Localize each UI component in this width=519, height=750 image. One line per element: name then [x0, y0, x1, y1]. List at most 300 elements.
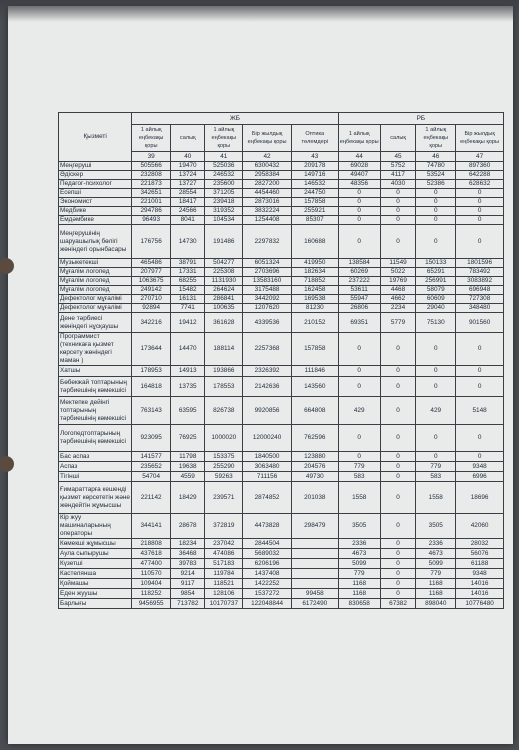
col-number: 44 — [338, 152, 380, 162]
row-value: 123880 — [291, 452, 338, 462]
row-value: 696948 — [456, 286, 504, 295]
row-value: 1422252 — [243, 579, 292, 589]
row-value: 5752 — [380, 162, 416, 171]
row-value: 235652 — [132, 462, 171, 472]
row-value: 0 — [416, 333, 456, 366]
row-value: 141577 — [132, 452, 171, 462]
row-value: 19412 — [171, 313, 205, 333]
row-name: Медбике — [59, 207, 132, 216]
row-value: 14470 — [171, 333, 205, 366]
row-value: 0 — [338, 225, 380, 259]
row-value: 182634 — [291, 268, 338, 277]
row-value: 372819 — [205, 514, 243, 539]
row-value: 188114 — [205, 333, 243, 366]
table-row — [59, 452, 504, 462]
row-value: 2297832 — [243, 225, 292, 259]
col-number: 40 — [171, 152, 205, 162]
row-value: 65291 — [416, 268, 456, 277]
row-name: Экономист — [59, 198, 132, 207]
row-value: 0 — [338, 198, 380, 207]
total-row — [59, 599, 504, 609]
row-value: 718852 — [291, 277, 338, 286]
table-row — [59, 189, 504, 198]
row-value: 13583160 — [243, 277, 292, 286]
row-value: 14730 — [171, 225, 205, 259]
col-number: 39 — [132, 152, 171, 162]
row-value: 783492 — [456, 268, 504, 277]
row-value: 3175488 — [243, 286, 292, 295]
row-value: 477400 — [132, 559, 171, 569]
row-value: 69028 — [338, 162, 380, 171]
row-value: 76925 — [171, 425, 205, 452]
table-row — [59, 216, 504, 225]
row-name: Мұғалім логопед — [59, 268, 132, 277]
row-value: 779 — [416, 462, 456, 472]
table-row — [59, 589, 504, 599]
row-value: 49407 — [338, 171, 380, 180]
row-value: 9348 — [456, 462, 504, 472]
row-value: 244750 — [291, 189, 338, 198]
row-value: 3832224 — [243, 207, 292, 216]
row-value: 5099 — [338, 559, 380, 569]
table-row — [59, 180, 504, 189]
row-value: 28032 — [456, 539, 504, 549]
row-value: 48356 — [338, 180, 380, 189]
row-value: 1437408 — [243, 569, 292, 579]
col-group-jb: ЖБ — [132, 113, 338, 125]
row-name: Логопедтоптарының тәрбиешінің көмекшісі — [59, 425, 132, 452]
row-value: 54704 — [132, 472, 171, 482]
row-value: 160688 — [291, 225, 338, 259]
row-value: 9117 — [171, 579, 205, 589]
table-row — [59, 549, 504, 559]
row-value: 18417 — [171, 198, 205, 207]
row-value: 779 — [338, 462, 380, 472]
table-row — [59, 333, 504, 366]
row-value: 762596 — [291, 425, 338, 452]
col-header-label: 1 айлық еңбекақы қоры — [338, 125, 380, 152]
col-number: 45 — [380, 152, 416, 162]
row-value: 5022 — [380, 268, 416, 277]
row-name: Қоймашы — [59, 579, 132, 589]
row-value: 256991 — [416, 277, 456, 286]
row-value: 237042 — [205, 539, 243, 549]
row-value: 465486 — [132, 259, 171, 268]
row-value: 0 — [416, 366, 456, 377]
row-name: Тігінші — [59, 472, 132, 482]
row-value: 4662 — [380, 295, 416, 304]
total-value: 6172490 — [291, 599, 338, 609]
row-value: 2336 — [338, 539, 380, 549]
row-value: 218808 — [132, 539, 171, 549]
table-row — [59, 225, 504, 259]
total-label: Барлығы — [59, 599, 132, 609]
row-value: 4339536 — [243, 313, 292, 333]
row-value: 55947 — [338, 295, 380, 304]
row-value: 18696 — [456, 482, 504, 514]
row-value: 52386 — [416, 180, 456, 189]
row-value: 0 — [380, 569, 416, 579]
row-value: 727308 — [456, 295, 504, 304]
row-value: 99458 — [291, 589, 338, 599]
row-value: 642288 — [456, 171, 504, 180]
row-value: 225308 — [205, 268, 243, 277]
row-value: 4454460 — [243, 189, 292, 198]
table-row — [59, 171, 504, 180]
row-value: 118252 — [132, 589, 171, 599]
row-value: 19769 — [380, 277, 416, 286]
row-name: Меңгерушінің шаруашылық бөлігі жөніндегі орынбасары — [59, 225, 132, 259]
row-value: 6996 — [456, 472, 504, 482]
row-value: 255921 — [291, 207, 338, 216]
row-value: 75130 — [416, 313, 456, 333]
row-value: 342651 — [132, 189, 171, 198]
row-value: 0 — [380, 549, 416, 559]
row-value: 3063480 — [243, 462, 292, 472]
row-value: 0 — [456, 216, 504, 225]
row-value: 164818 — [132, 377, 171, 397]
row-value — [291, 569, 338, 579]
row-value: 2844504 — [243, 539, 292, 549]
row-value: 298479 — [291, 514, 338, 539]
row-value: 0 — [380, 198, 416, 207]
row-value: 897360 — [456, 162, 504, 171]
row-value: 128106 — [205, 589, 243, 599]
table-row — [59, 313, 504, 333]
row-value: 429 — [338, 397, 380, 425]
row-value: 11798 — [171, 452, 205, 462]
row-value: 0 — [456, 225, 504, 259]
row-value: 0 — [380, 377, 416, 397]
row-value: 162458 — [291, 286, 338, 295]
row-value: 1840500 — [243, 452, 292, 462]
row-value: 0 — [380, 462, 416, 472]
row-value: 9920856 — [243, 397, 292, 425]
row-name: Педагог-психолог — [59, 180, 132, 189]
row-value: 0 — [338, 189, 380, 198]
row-value: 2142636 — [243, 377, 292, 397]
row-value: 583 — [416, 472, 456, 482]
row-value: 11549 — [380, 259, 416, 268]
table-row — [59, 207, 504, 216]
row-value: 0 — [416, 377, 456, 397]
row-value: 6051324 — [243, 259, 292, 268]
row-value: 0 — [380, 559, 416, 569]
table-row — [59, 198, 504, 207]
row-value: 150133 — [416, 259, 456, 268]
row-value: 143560 — [291, 377, 338, 397]
row-name: Әдіскер — [59, 171, 132, 180]
row-value: 178553 — [205, 377, 243, 397]
row-value: 28678 — [171, 514, 205, 539]
table-row — [59, 462, 504, 472]
row-value: 39783 — [171, 559, 205, 569]
row-value: 96493 — [132, 216, 171, 225]
col-number: 47 — [456, 152, 504, 162]
row-value: 239418 — [205, 198, 243, 207]
row-value: 0 — [380, 589, 416, 599]
row-value: 13735 — [171, 377, 205, 397]
row-value: 1254408 — [243, 216, 292, 225]
row-value: 3505 — [416, 514, 456, 539]
row-value — [291, 559, 338, 569]
row-name: Музыкетекші — [59, 259, 132, 268]
total-value: 898040 — [416, 599, 456, 609]
row-value: 0 — [380, 579, 416, 589]
table-row — [59, 514, 504, 539]
row-value: 13724 — [171, 171, 205, 180]
row-value: 264624 — [205, 286, 243, 295]
row-value: 1558 — [416, 482, 456, 514]
col-number: 43 — [291, 152, 338, 162]
row-value: 319352 — [205, 207, 243, 216]
row-value: 100635 — [205, 304, 243, 313]
header-group-row — [59, 113, 504, 125]
row-value: 0 — [380, 425, 416, 452]
row-value: 517183 — [205, 559, 243, 569]
row-value: 119784 — [205, 569, 243, 579]
row-value: 17331 — [171, 268, 205, 277]
row-value: 9214 — [171, 569, 205, 579]
row-value: 0 — [416, 189, 456, 198]
row-value: 235600 — [205, 180, 243, 189]
row-value: 0 — [380, 333, 416, 366]
col-header-label: Оптика төлемдері — [291, 125, 338, 152]
row-value: 255290 — [205, 462, 243, 472]
table-row — [59, 539, 504, 549]
row-value: 1000020 — [205, 425, 243, 452]
table-row — [59, 579, 504, 589]
row-value: 0 — [416, 452, 456, 462]
row-value: 169538 — [291, 295, 338, 304]
row-value: 0 — [456, 366, 504, 377]
row-value: 763143 — [132, 397, 171, 425]
row-value — [291, 549, 338, 559]
row-value: 6206196 — [243, 559, 292, 569]
table-row — [59, 268, 504, 277]
row-name: Мұғалім логопед — [59, 277, 132, 286]
row-value: 0 — [380, 472, 416, 482]
row-value: 59263 — [205, 472, 243, 482]
row-value: 146532 — [291, 180, 338, 189]
col-number: 46 — [416, 152, 456, 162]
row-value: 2703696 — [243, 268, 292, 277]
row-value: 209178 — [291, 162, 338, 171]
row-value: 505566 — [132, 162, 171, 171]
table-row — [59, 569, 504, 579]
col-number: 41 — [205, 152, 243, 162]
row-value: 42060 — [456, 514, 504, 539]
row-value: 0 — [380, 216, 416, 225]
row-value: 0 — [456, 377, 504, 397]
row-value: 2234 — [380, 304, 416, 313]
row-value: 0 — [338, 207, 380, 216]
row-value: 249142 — [132, 286, 171, 295]
row-value: 85307 — [291, 216, 338, 225]
row-value: 18429 — [171, 482, 205, 514]
row-value: 24566 — [171, 207, 205, 216]
row-value: 779 — [416, 569, 456, 579]
row-value: 5099 — [416, 559, 456, 569]
row-name: Аспаз — [59, 462, 132, 472]
row-value: 1063675 — [132, 277, 171, 286]
table-row — [59, 472, 504, 482]
row-value: 193866 — [205, 366, 243, 377]
row-value: 5779 — [380, 313, 416, 333]
col-header-label: Бір жылдық еңбекақы қоры — [456, 125, 504, 152]
row-value: 4117 — [380, 171, 416, 180]
row-value: 525036 — [205, 162, 243, 171]
row-value: 1168 — [338, 589, 380, 599]
row-value: 0 — [338, 366, 380, 377]
table-row — [59, 559, 504, 569]
row-name: Программист (техникаға қызмет көрсету жөніндегі маман ) — [59, 333, 132, 366]
row-value: 0 — [416, 216, 456, 225]
row-value: 0 — [338, 333, 380, 366]
row-value: 221001 — [132, 198, 171, 207]
total-value: 67382 — [380, 599, 416, 609]
row-value: 63595 — [171, 397, 205, 425]
row-value: 923095 — [132, 425, 171, 452]
row-value: 504277 — [205, 259, 243, 268]
row-name: Бөбекжай топтарының тәрбиешінің көмекшісі — [59, 377, 132, 397]
row-value: 1168 — [416, 589, 456, 599]
row-value: 19470 — [171, 162, 205, 171]
row-value: 207977 — [132, 268, 171, 277]
row-value: 176756 — [132, 225, 171, 259]
row-value: 49730 — [291, 472, 338, 482]
row-value: 157858 — [291, 333, 338, 366]
table-row — [59, 286, 504, 295]
row-value: 0 — [456, 425, 504, 452]
table-row — [59, 397, 504, 425]
row-value: 26806 — [338, 304, 380, 313]
table-row — [59, 425, 504, 452]
row-value: 53611 — [338, 286, 380, 295]
table-row — [59, 482, 504, 514]
row-value: 15482 — [171, 286, 205, 295]
row-value: 104534 — [205, 216, 243, 225]
row-value: 201038 — [291, 482, 338, 514]
row-value: 36468 — [171, 549, 205, 559]
row-value: 3505 — [338, 514, 380, 539]
row-name: Мұғалім логопед — [59, 286, 132, 295]
row-value: 0 — [380, 452, 416, 462]
row-value: 2257368 — [243, 333, 292, 366]
table-row — [59, 366, 504, 377]
row-value: 1131930 — [205, 277, 243, 286]
row-value: 173644 — [132, 333, 171, 366]
row-value: 3442092 — [243, 295, 292, 304]
row-value: 0 — [456, 452, 504, 462]
col-header-label: 1 айлық еңбекақы қоры — [132, 125, 171, 152]
row-value: 0 — [380, 514, 416, 539]
row-value: 1207620 — [243, 304, 292, 313]
table-row — [59, 259, 504, 268]
row-value: 0 — [456, 207, 504, 216]
row-value: 5148 — [456, 397, 504, 425]
row-value: 138584 — [338, 259, 380, 268]
row-value: 111846 — [291, 366, 338, 377]
row-value: 149716 — [291, 171, 338, 180]
row-value: 344141 — [132, 514, 171, 539]
row-name: Күзетші — [59, 559, 132, 569]
row-value: 110570 — [132, 569, 171, 579]
row-value: 14016 — [456, 579, 504, 589]
salary-table — [58, 112, 504, 609]
col-header-label: салық — [171, 125, 205, 152]
row-value: 664808 — [291, 397, 338, 425]
row-name: Көмекші жұмысшы — [59, 539, 132, 549]
row-value: 210152 — [291, 313, 338, 333]
row-value: 0 — [338, 216, 380, 225]
col-header-label: салық — [380, 125, 416, 152]
total-value: 830658 — [338, 599, 380, 609]
row-value: 0 — [338, 425, 380, 452]
row-value — [291, 579, 338, 589]
row-name: Дене тәрбиесі жөніндегі нұсқаушы — [59, 313, 132, 333]
row-value: 0 — [380, 539, 416, 549]
row-value: 13727 — [171, 180, 205, 189]
row-value: 246532 — [205, 171, 243, 180]
row-value: 0 — [338, 452, 380, 462]
row-value: 583 — [338, 472, 380, 482]
row-value: 901560 — [456, 313, 504, 333]
row-value — [291, 539, 338, 549]
row-value: 9348 — [456, 569, 504, 579]
col-number: 42 — [243, 152, 292, 162]
total-value: 122048844 — [243, 599, 292, 609]
row-value: 16131 — [171, 295, 205, 304]
table-row — [59, 277, 504, 286]
total-value: 9456955 — [132, 599, 171, 609]
row-value: 58079 — [416, 286, 456, 295]
row-value: 232808 — [132, 171, 171, 180]
row-value: 4473828 — [243, 514, 292, 539]
col-header-label: Бір жылдық еңбекақы қоры — [243, 125, 292, 152]
row-value: 60609 — [416, 295, 456, 304]
row-value: 109404 — [132, 579, 171, 589]
row-value: 0 — [456, 189, 504, 198]
row-value: 0 — [416, 207, 456, 216]
total-value: 10170737 — [205, 599, 243, 609]
row-value: 56076 — [456, 549, 504, 559]
row-value: 0 — [456, 333, 504, 366]
table-row — [59, 295, 504, 304]
row-value: 361628 — [205, 313, 243, 333]
row-value: 178953 — [132, 366, 171, 377]
row-value: 1537272 — [243, 589, 292, 599]
row-value: 286841 — [205, 295, 243, 304]
row-value: 2958384 — [243, 171, 292, 180]
row-name: Ғимараттарға кешенді қызмет көрсететін және жөндейтін жұмысшы — [59, 482, 132, 514]
row-value: 118521 — [205, 579, 243, 589]
row-value: 153375 — [205, 452, 243, 462]
row-value: 69351 — [338, 313, 380, 333]
row-value: 239571 — [205, 482, 243, 514]
row-value: 0 — [416, 425, 456, 452]
row-value: 68255 — [171, 277, 205, 286]
row-name: Дефектолог мұғалімі — [59, 295, 132, 304]
row-value: 29040 — [416, 304, 456, 313]
row-value: 5689032 — [243, 549, 292, 559]
row-value: 4559 — [171, 472, 205, 482]
row-value: 157858 — [291, 198, 338, 207]
table-row — [59, 377, 504, 397]
row-value: 92894 — [132, 304, 171, 313]
row-value: 18234 — [171, 539, 205, 549]
row-value: 2326392 — [243, 366, 292, 377]
